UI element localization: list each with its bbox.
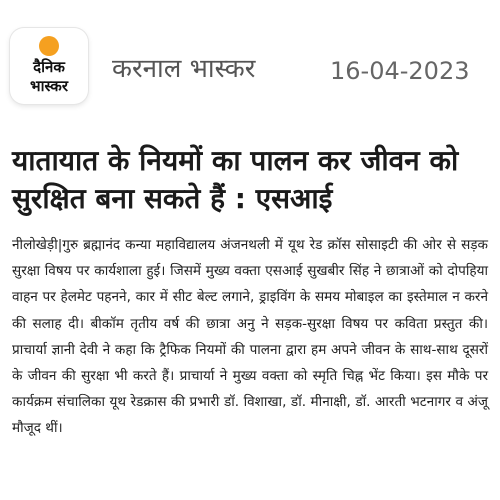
logo-line-1: दैनिक xyxy=(33,58,65,76)
dainik-bhaskar-logo xyxy=(10,28,88,104)
sun-logo-icon xyxy=(39,36,59,56)
article-body: नीलोखेड़ी|गुरु ब्रह्मानंद कन्या महाविद्यालय अंजनथली में यूथ रेड क्रॉस सोसाइटी की ओर से सड़क सुरक्षा विषय पर कार्यशाला हुई। जिसमें मुख्य वक्ता एसआई सुखबीर सिंह ने छात्राओं को दोपहिया वाहन पर हेलमेट पहनने, कार में सीट बेल्ट लगाने, ड्राइविंग के समय मोबाइल का इस्तेमाल न करने की सलाह दी। बीकॉम तृतीय वर्ष की छात्रा अनु ने सड़क-सुरक्षा विषय पर कविता प्रस्तुत की। प्राचार्या ज्ञानी देवी ने कहा कि ट्रैफिक नियमों की पालना द्वारा हम अपने जीवन के साथ-साथ दूसरों के जीवन की सुरक्षा भी करते हैं। प्राचार्या ने मुख्य वक्ता को स्मृति चिह्न भेंट किया। इस मौके पर कार्यक्रम संचालिका यूथ रेडक्रास की प्रभारी डॉ. विशाखा, डॉ. मीनाक्षी, डॉ. आरती भटनागर व अंजू मौजूद थीं। xyxy=(12,237,488,437)
edition-name: करनाल भास्कर xyxy=(112,54,256,84)
article-headline: यातायात के नियमों का पालन कर जीवन को सुरक्षित बना सकते हैं : एसआई xyxy=(12,144,459,215)
logo-line-2: भास्कर xyxy=(30,77,68,95)
publication-date: 16-04-2023 xyxy=(330,57,470,85)
masthead xyxy=(0,0,500,118)
